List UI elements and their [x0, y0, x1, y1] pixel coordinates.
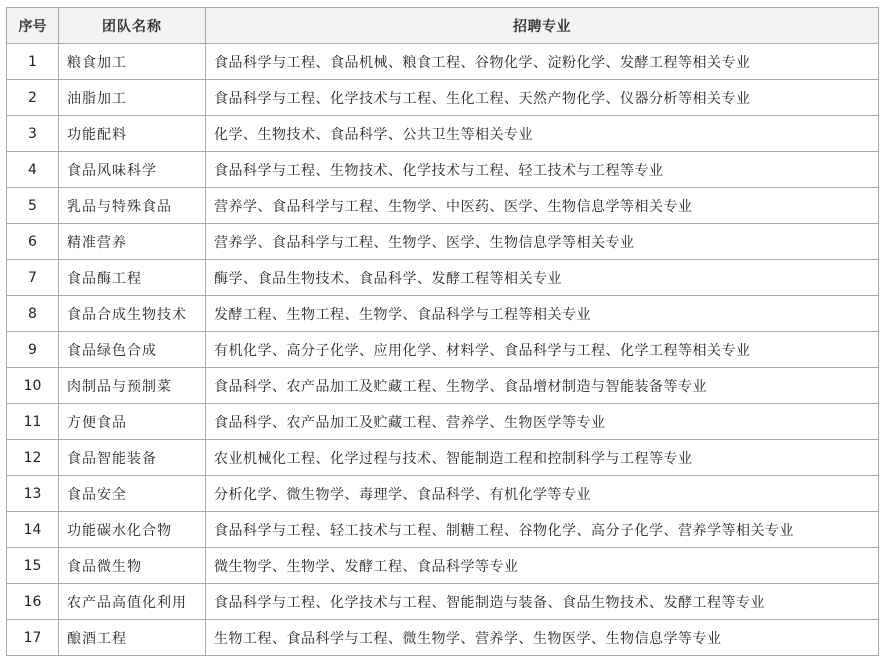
row-major: 食品科学与工程、化学技术与工程、智能制造与装备、食品生物技术、发酵工程等专业	[206, 584, 879, 620]
table-row	[7, 620, 879, 656]
row-team: 酿酒工程	[59, 620, 206, 656]
row-major: 酶学、食品生物技术、食品科学、发酵工程等相关专业	[206, 260, 879, 296]
row-major: 发酵工程、生物工程、生物学、食品科学与工程等相关专业	[206, 296, 879, 332]
row-num: 2	[7, 80, 59, 116]
row-major: 食品科学、农产品加工及贮藏工程、生物学、食品增材制造与智能装备等专业	[206, 368, 879, 404]
row-team: 精准营养	[59, 224, 206, 260]
table-row	[7, 512, 879, 548]
row-num: 17	[7, 620, 59, 656]
row-num: 16	[7, 584, 59, 620]
table-row	[7, 476, 879, 512]
table-row	[7, 260, 879, 296]
row-team: 食品智能装备	[59, 440, 206, 476]
table-row	[7, 116, 879, 152]
row-major: 微生物学、生物学、发酵工程、食品科学等专业	[206, 548, 879, 584]
row-major: 有机化学、高分子化学、应用化学、材料学、食品科学与工程、化学工程等相关专业	[206, 332, 879, 368]
table-row	[7, 80, 879, 116]
row-major: 食品科学、农产品加工及贮藏工程、营养学、生物医学等专业	[206, 404, 879, 440]
row-team: 功能碳水化合物	[59, 512, 206, 548]
row-major: 分析化学、微生物学、毒理学、食品科学、有机化学等专业	[206, 476, 879, 512]
row-team: 食品风味科学	[59, 152, 206, 188]
table-row	[7, 440, 879, 476]
row-num: 3	[7, 116, 59, 152]
row-num: 1	[7, 44, 59, 80]
table-row	[7, 44, 879, 80]
row-num: 12	[7, 440, 59, 476]
table-row	[7, 404, 879, 440]
row-num: 4	[7, 152, 59, 188]
row-team: 乳品与特殊食品	[59, 188, 206, 224]
row-num: 8	[7, 296, 59, 332]
row-team: 食品微生物	[59, 548, 206, 584]
row-num: 7	[7, 260, 59, 296]
row-team: 肉制品与预制菜	[59, 368, 206, 404]
row-num: 5	[7, 188, 59, 224]
table-header-row	[7, 8, 879, 44]
recruitment-table	[6, 7, 879, 656]
table-row	[7, 332, 879, 368]
row-major: 营养学、食品科学与工程、生物学、医学、生物信息学等相关专业	[206, 224, 879, 260]
row-major: 食品科学与工程、轻工技术与工程、制糖工程、谷物化学、高分子化学、营养学等相关专业	[206, 512, 879, 548]
table-row	[7, 548, 879, 584]
row-num: 11	[7, 404, 59, 440]
table-row	[7, 224, 879, 260]
row-team: 食品安全	[59, 476, 206, 512]
row-major: 食品科学与工程、化学技术与工程、生化工程、天然产物化学、仪器分析等相关专业	[206, 80, 879, 116]
row-team: 方便食品	[59, 404, 206, 440]
table-row	[7, 188, 879, 224]
row-team: 食品酶工程	[59, 260, 206, 296]
row-team: 油脂加工	[59, 80, 206, 116]
row-num: 9	[7, 332, 59, 368]
row-num: 10	[7, 368, 59, 404]
row-major: 食品科学与工程、食品机械、粮食工程、谷物化学、淀粉化学、发酵工程等相关专业	[206, 44, 879, 80]
row-num: 13	[7, 476, 59, 512]
row-num: 15	[7, 548, 59, 584]
table-row	[7, 152, 879, 188]
row-major: 食品科学与工程、生物技术、化学技术与工程、轻工技术与工程等专业	[206, 152, 879, 188]
header-num: 序号	[7, 8, 59, 44]
header-team: 团队名称	[59, 8, 206, 44]
row-major: 生物工程、食品科学与工程、微生物学、营养学、生物医学、生物信息学等专业	[206, 620, 879, 656]
row-num: 14	[7, 512, 59, 548]
row-team: 功能配料	[59, 116, 206, 152]
row-major: 化学、生物技术、食品科学、公共卫生等相关专业	[206, 116, 879, 152]
row-team: 农产品高值化利用	[59, 584, 206, 620]
row-major: 农业机械化工程、化学过程与技术、智能制造工程和控制科学与工程等专业	[206, 440, 879, 476]
table-row	[7, 584, 879, 620]
table-row	[7, 296, 879, 332]
row-team: 食品合成生物技术	[59, 296, 206, 332]
header-major: 招聘专业	[206, 8, 879, 44]
row-major: 营养学、食品科学与工程、生物学、中医药、医学、生物信息学等相关专业	[206, 188, 879, 224]
row-num: 6	[7, 224, 59, 260]
table-row	[7, 368, 879, 404]
row-team: 粮食加工	[59, 44, 206, 80]
row-team: 食品绿色合成	[59, 332, 206, 368]
